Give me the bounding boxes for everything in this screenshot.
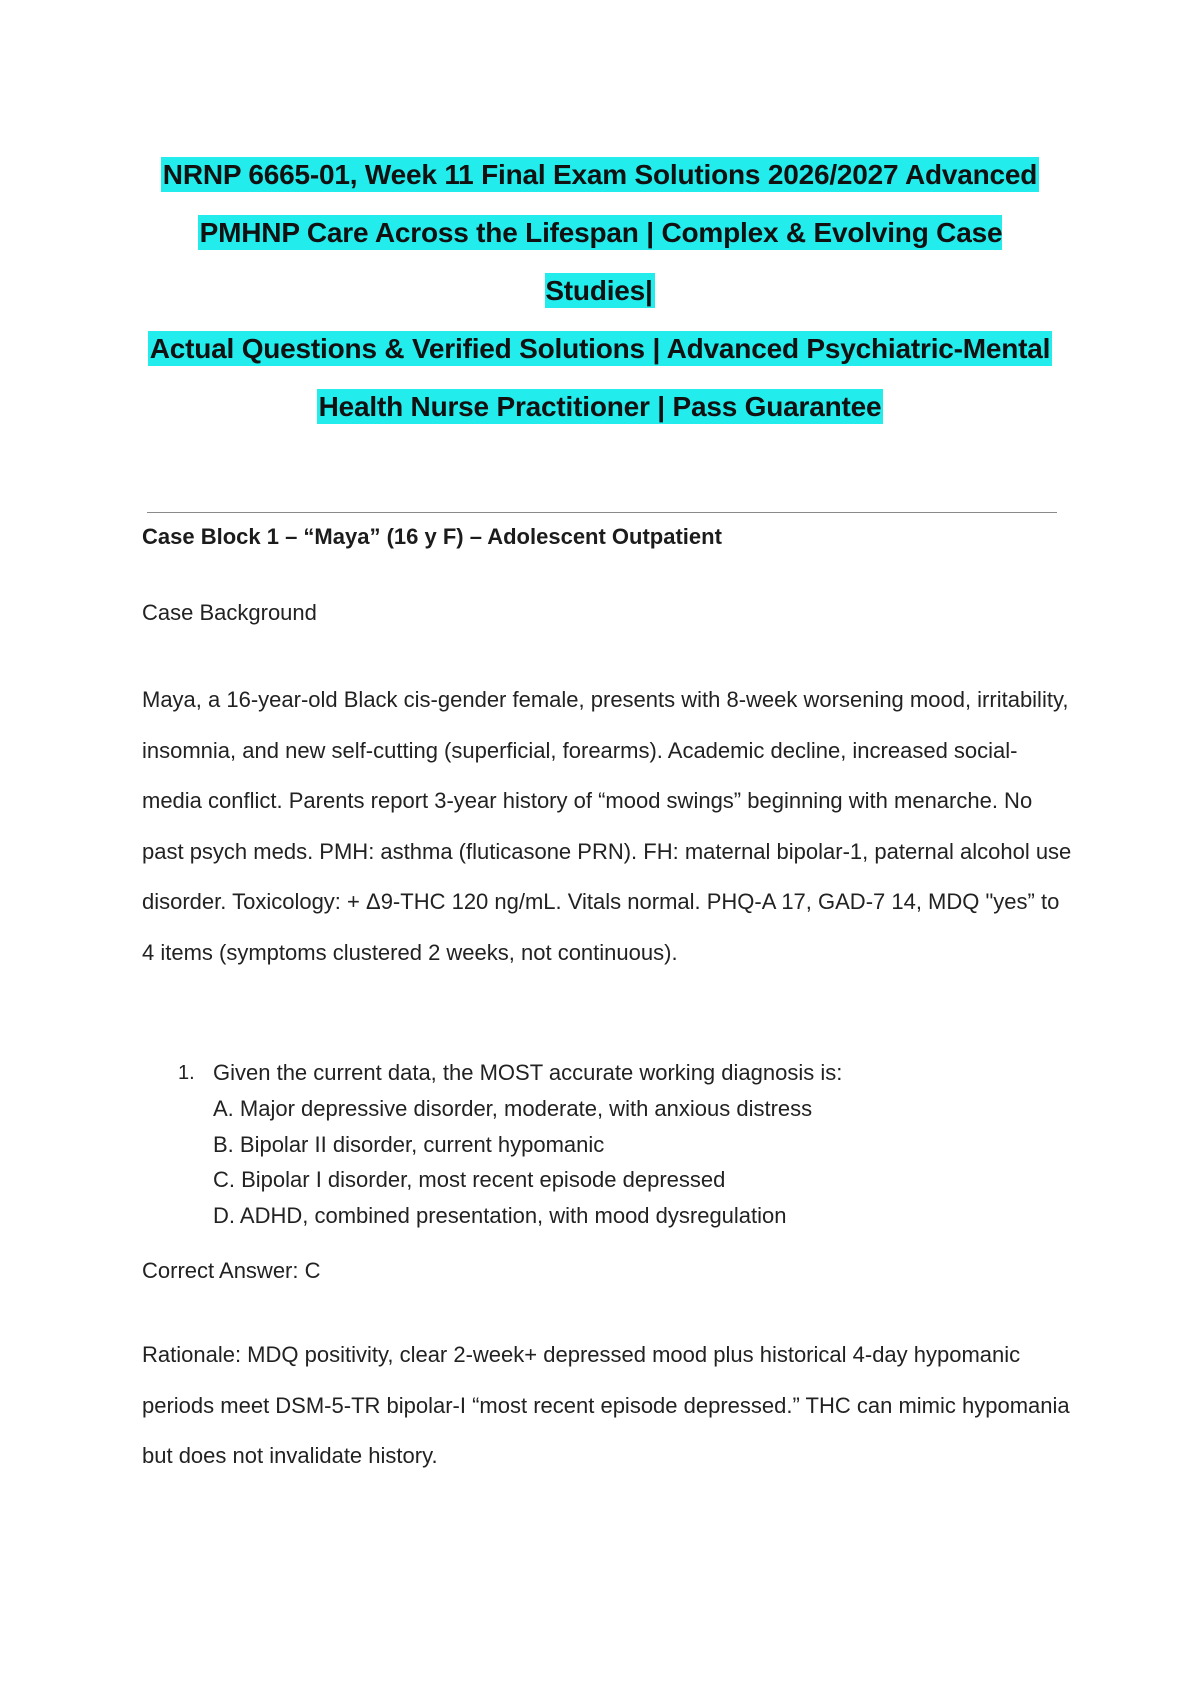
option-d: D. ADHD, combined presentation, with mood dysregulation xyxy=(213,1202,787,1228)
question-number: 1. xyxy=(178,1062,195,1084)
title-line-2: PMHNP Care Across the Lifespan | Complex & Evolving Case Studies| xyxy=(199,217,1003,306)
question-stem-row xyxy=(142,1055,1072,1091)
answer-options xyxy=(142,1091,1072,1233)
option-c: C. Bipolar I disorder, most recent episode depressed xyxy=(213,1167,726,1192)
question-1 xyxy=(142,1055,1072,1233)
rationale-text: Rationale: MDQ positivity, clear 2-week+ depressed mood plus historical 4-day hypomanic periods meet DSM-5-TR bipolar-I “most recent episode depressed.” THC can mimic hypomania but does not invalidate history. xyxy=(142,1342,1070,1468)
correct-answer: Correct Answer: C xyxy=(142,1258,321,1283)
title-line-3: Actual Questions & Verified Solutions | Advanced Psychiatric-Mental xyxy=(149,333,1051,364)
document-title xyxy=(140,146,1060,436)
option-b: B. Bipolar II disorder, current hypomanic xyxy=(213,1131,605,1157)
case-background-text: Maya, a 16-year-old Black cis-gender female, presents with 8-week worsening mood, irritability, insomnia, and new self-cutting (superficial, forearms). Academic decline, increased social-media conflict. Parents report 3-year history of “mood swings” beginning with menarche. No past psych meds. PMH: asthma (fluticasone PRN). FH: maternal bipolar-1, paternal alcohol use disorder. Toxicology: + Δ9-THC 120 ng/mL. Vitals normal. PHQ-A 17, GAD-7 14, MDQ "yes” to 4 items (symptoms clustered 2 weeks, not continuous). xyxy=(142,687,1072,965)
case-block-heading: Case Block 1 – “Maya” (16 y F) – Adolescent Outpatient xyxy=(142,524,722,549)
title-line-4: Health Nurse Practitioner | Pass Guarantee xyxy=(318,391,882,422)
case-background-label: Case Background xyxy=(142,600,317,625)
horizontal-rule xyxy=(147,512,1057,513)
question-stem: Given the current data, the MOST accurate working diagnosis is: xyxy=(213,1060,843,1085)
option-a: A. Major depressive disorder, moderate, with anxious distress xyxy=(213,1096,813,1121)
title-line-1: NRNP 6665-01, Week 11 Final Exam Solutions 2026/2027 Advanced xyxy=(162,159,1038,190)
